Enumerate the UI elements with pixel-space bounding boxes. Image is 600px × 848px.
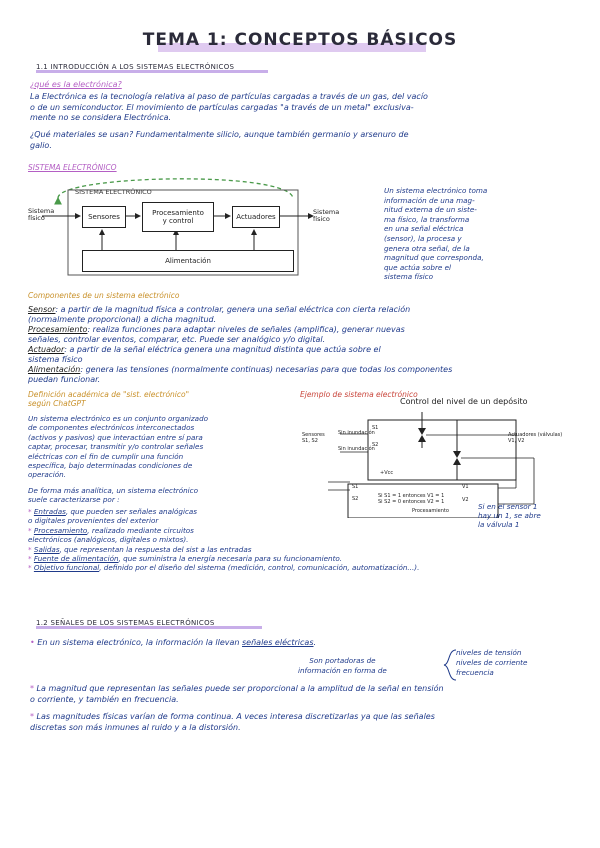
v2-label: V2 [462,497,469,503]
example-heading: Ejemplo de sistema electrónico [300,390,418,399]
note-line: la válvula 1 [478,520,520,529]
system-box-label: SISTEMA ELECTRÓNICO [75,188,152,196]
carriers-line: información en forma de [298,665,387,675]
label-line: Sensores [302,432,325,438]
def-line: Un sistema electrónico es un conjunto organizado [28,414,209,423]
materials-answer-line2: galio. [30,140,52,150]
logic-line: Si S1 = 1 entonces V1 = 1 [378,493,445,499]
electronics-definition [30,92,580,124]
label-line: Actuadores (válvulas) [508,432,563,438]
entradas-text-line2: o digitales provenientes del exterior [28,516,159,526]
page-title: TEMA 1: CONCEPTOS BÁSICOS [142,30,458,50]
carriers-line: Son portadoras de [309,656,376,665]
power-text: : genera las tensiones (normalmente continuas) necesarias para que todas los componentes [80,365,453,374]
bullet-line: Las magnitudes físicas varían de forma continua. A veces interesa discretizarlas ya que las señales [36,712,435,721]
analytic-line: De forma más analítica, un sistema electrónico [28,486,199,495]
procesamiento-label: Procesamiento [412,508,449,514]
diagram-title: Control del nivel de un depósito [400,397,528,406]
s2-proc-label: S2 [352,496,359,502]
s1-proc-label: S1 [352,484,359,490]
def-line: de componentes electrónicos interconectados [28,423,195,433]
heading-line: según ChatGPT [28,399,86,408]
bullet-line: o corriente, y también en frecuencia. [30,694,179,704]
section2-heading: 1.2 SEÑALES DE LOS SISTEMAS ELECTRÓNICOS [36,619,215,627]
electrical-signals-term: señales eléctricas [242,638,314,647]
system-heading: SISTEMA ELECTRÓNICO [28,163,117,172]
sensor-term: Sensor [28,305,56,314]
fuente-text: , que suministra la energía necesaria para su funcionamiento. [118,554,343,564]
v1-label: V1 [462,484,469,490]
power-term: Alimentación [28,365,81,374]
academic-characteristics: * Entradas, que pueden ser señales analógicas o digitales provenientes del exterior * Procesamiento, realizado mediante circuitos electrónicos (analógicos, digitales o mixtos). * Salidas, que representan la respuesta del sist a las entradas * Fuente de alimentación, que suministra la energía necesaria para su funcionamiento. * Objetivo funcional, definido por el diseño del sistema (medición, control, comunicación, automatización...). [28,507,588,573]
sensores-label [302,432,325,444]
def-line: específica, bajo determinadas condiciones de [28,461,193,471]
note-line: Si en el sensor 1 [478,502,538,511]
note-line: genera otra señal, de la [384,243,470,253]
def-line: operación. [28,470,66,480]
block-line: Procesamiento [152,209,204,217]
objetivo-text: , definido por el diseño del sistema (medición, control, comunicación, automatización...). [99,563,420,573]
signal-levels [456,648,527,678]
note-line: en una señal eléctrica [384,224,464,234]
def-line: eléctricas con el fin de cumplir una función [28,451,184,461]
level-item: niveles de corriente [456,658,528,667]
materials-paragraph [30,130,580,151]
components-heading: Componentes de un sistema electrónico [28,291,180,300]
procesamiento-term: Procesamiento [33,525,88,535]
label-line: físico [28,214,45,222]
actuator-text-line2: sistema físico [28,355,83,364]
label-line: V1, V2 [508,438,525,444]
signals-intro-text: En un sistema electrónico, la información la llevan [37,638,242,647]
label-line: Sistema [313,208,340,216]
s1-sensor-box: Sin inundación [338,430,375,436]
block-line: y control [162,217,194,225]
salidas-term: Salidas [33,544,60,554]
signals-intro-end: . [313,638,317,647]
analytic-line: suele caracterizarse por : [28,495,120,505]
level-item: niveles de tensión [456,648,522,657]
note-line: sistema físico [384,272,434,282]
label-line: S1, S2 [302,438,318,444]
definition-line: o de un semiconductor. El movimiento de partículas cargadas "a través de un metal" exclusiva- [30,102,414,112]
note-line: información de una mag- [384,195,475,205]
s2-label: S2 [372,442,379,448]
materials-answer: Fundamentalmente silicio, aunque también germanio y arsenuro de [135,130,409,139]
level-item: frecuencia [456,668,494,677]
label-line: Sistema [28,207,55,215]
academic-analytic [28,486,288,505]
salidas-text: , que representan la respuesta del sist a las entradas [59,544,252,554]
signals-bullet-1: * La magnitud que representan las señales puede ser proporcional a la amplitud de la señal en tensión o corriente, y también en frecuencia. [30,684,590,705]
entradas-term: Entradas [33,507,66,516]
sensor-text: : a partir de la magnitud física a controlar, genera una señal eléctrica con cierta relación [55,305,411,314]
entradas-text: , que pueden ser señales analógicas [65,507,198,516]
actuator-term: Actuador [28,345,65,354]
power-text-line2: puedan funcionar. [28,375,101,384]
logic-line: Si S2 = 0 entonces V2 = 1 [378,499,445,505]
system-side-note [384,186,584,282]
academic-definition [28,414,288,480]
actuator-text: : a partir de la señal eléctrica genera una magnitud distinta que actúa sobre el [64,345,381,354]
note-line: nitud externa de un siste- [384,205,477,215]
question-what-is-electronics: ¿qué es la electrónica? [30,80,122,89]
materials-question: ¿Qué materiales se usan? [30,130,134,139]
objetivo-term: Objetivo funcional [33,563,100,573]
s2-sensor-box: Sin inundación [338,446,375,452]
s1-label: S1 [372,425,379,431]
bullet-line: discretas son más inmunes al ruido y a la distorsión. [30,722,241,732]
processing-text: : realiza funciones para adaptar niveles de señales (amplifica), generar nuevas [87,325,405,334]
sensor-text-line2: (normalmente proporcional) a dicha magnitud. [28,315,217,324]
academic-heading [28,390,189,408]
definition-line: La Electrónica es la tecnología relativa al paso de partículas cargadas a través de un gas, del vacío [30,92,428,101]
note-line: magnitud que corresponda, [384,253,484,263]
def-line: (activos y pasivos) que interactúan entre sí para [28,432,203,442]
def-line: captar, procesar, transmitir y/o controlar señales [28,442,204,452]
carriers-text [298,656,387,675]
processing-text-line2: señales, controlar eventos, comparar, etc. Puede ser analógico y/o digital. [28,335,326,344]
actuadores-label [508,432,562,444]
sensores-block: Sensores [82,206,126,228]
section1-heading: 1.1 INTRODUCCIÓN A LOS SISTEMAS ELECTRÓNICOS [36,63,235,71]
bullet-line: La magnitud que representan las señales puede ser proporcional a la amplitud de la señal en tensión [36,684,444,693]
logic-text [378,493,444,505]
note-line: hay un 1, se abre [478,511,541,520]
procesamiento-text: , realizado mediante circuitos [87,525,194,535]
note-line: Un sistema electrónico toma [384,186,488,195]
components-list [28,305,588,385]
alimentacion-block: Alimentación [82,250,294,272]
actuadores-block: Actuadores [232,206,280,228]
fuente-term: Fuente de alimentación [33,554,119,564]
signals-bullet-2: * Las magnitudes físicas varían de forma continua. A veces interesa discretizarlas ya que las señales discretas son más inmunes al ruido y a la distorsión. [30,712,590,733]
vcc-label: +Vcc [380,470,394,476]
note-line: ma físico, la transforma [384,214,470,224]
heading-line: Definición académica de "sist. electrónico" [28,390,190,399]
procesamiento-block [142,202,214,232]
processing-term: Procesamiento [28,325,88,334]
label-line: físico [313,215,330,223]
note-line: (sensor), la procesa y [384,233,462,243]
output-physical-system [313,209,339,223]
signals-intro: • En un sistema electrónico, la información la llevan señales eléctricas. [30,638,317,647]
valve-note [478,502,541,529]
input-physical-system [28,208,54,222]
note-line: que actúa sobre el [384,262,452,272]
definition-line: mente no se considera Electrónica. [30,113,172,122]
procesamiento-text-line2: electrónicos (analógicos, digitales o mixtos). [28,535,189,545]
